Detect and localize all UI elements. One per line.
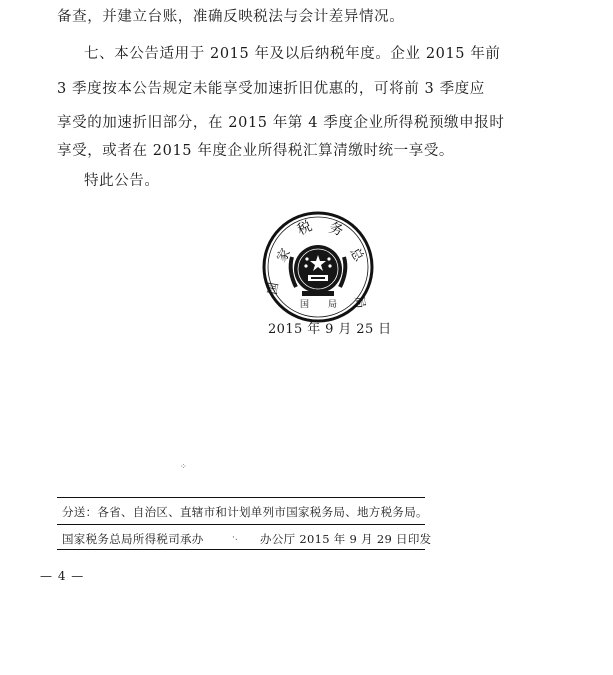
issue-date: 办公厅 2015 年 9 月 29 日印发 (260, 532, 432, 546)
seal-emblem-icon (262, 211, 374, 323)
svg-text:税: 税 (294, 218, 315, 239)
official-seal (262, 211, 374, 323)
distribution-list: 分送：各省、自治区、直辖市和计划单列市国家税务局、地方税务局。 (62, 505, 428, 519)
svg-text:家: 家 (274, 246, 294, 265)
svg-text:国: 国 (300, 300, 310, 310)
footer-bottom-rule (57, 549, 425, 550)
paragraph-line-1: 备查，并建立台账，准确反映税法与会计差异情况。 (57, 9, 405, 25)
scan-speck: ·. (232, 533, 238, 543)
svg-text:总: 总 (346, 245, 367, 265)
footer-middle-rule (57, 524, 425, 525)
signature-date: 2015 年 9 月 25 日 (268, 322, 392, 337)
svg-text:局: 局 (352, 295, 368, 310)
paragraph-line-2: 七、本公告适用于 2015 年及以后纳税年度。企业 2015 年前 (84, 46, 501, 62)
footer-top-rule (57, 497, 425, 498)
scan-speck: ⁘ (180, 462, 187, 471)
paragraph-line-4: 享受的加速折旧部分，在 2015 年第 4 季度企业所得税预缴申报时 (57, 115, 505, 131)
closing-statement: 特此公告。 (84, 173, 160, 189)
svg-text:局: 局 (328, 300, 338, 310)
paragraph-line-3: 3 季度按本公告规定未能享受加速折旧优惠的，可将前 3 季度应 (57, 81, 485, 97)
page-number: — 4 — (40, 569, 85, 583)
svg-text:务: 务 (326, 219, 346, 240)
issuing-office: 国家税务总局所得税司承办 (62, 532, 204, 546)
svg-text:国: 国 (265, 281, 282, 296)
paragraph-line-5: 享受，或者在 2015 年度企业所得税汇算清缴时统一享受。 (57, 143, 455, 159)
